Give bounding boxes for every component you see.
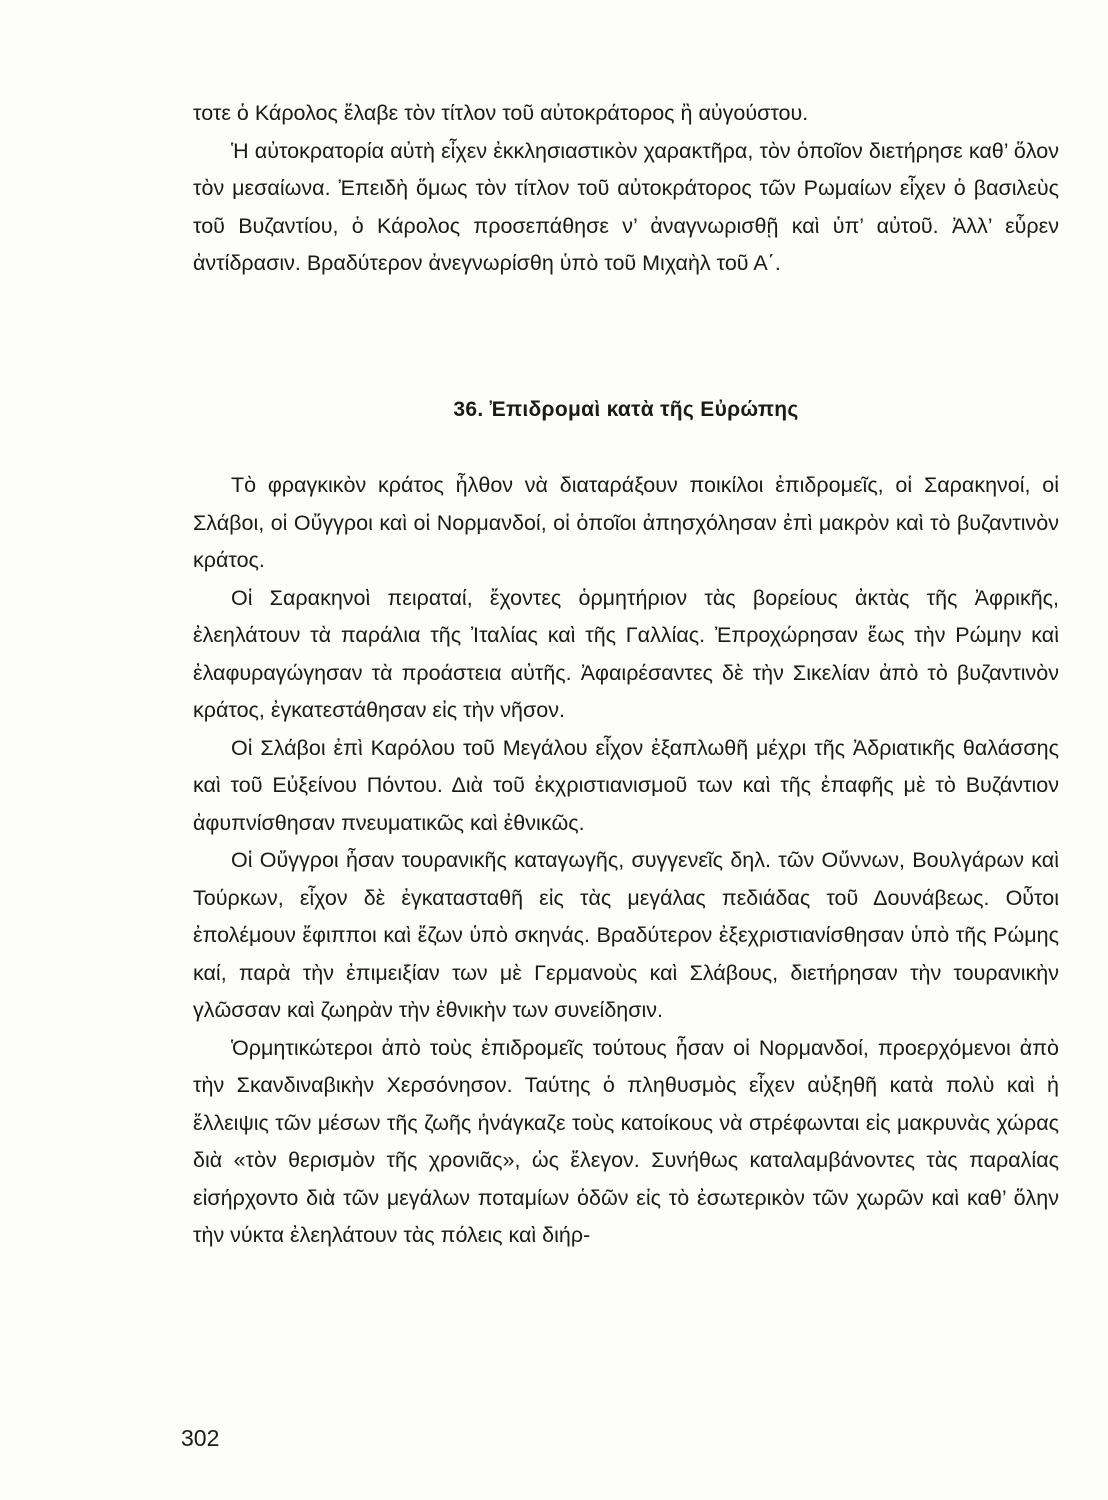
paragraph-empire-character: Ἡ αὐτοκρατορία αὐτὴ εἶχεν ἐκκλησιαστικὸν χαρακτῆρα, τὸν ὁποῖον διετήρησε καθ’ ὅλον τὸν μεσαίωνα. Ἐπειδὴ ὅμως τὸν τίτλον τοῦ αὐτοκράτορος τῶν Ρωμαίων εἶχεν ὁ βασιλεὺς τοῦ Βυζαντίου, ὁ Κάρολος προσεπάθησε ν’ ἀναγνωρισθῇ καὶ ὑπ’ αὐτοῦ. Ἀλλ’ εὗρεν ἀντίδρασιν. Βραδύτερον ἀνεγνωρίσθη ὑπὸ τοῦ Μιχαὴλ τοῦ Α΄.: [193, 138, 1059, 275]
page-number: 302: [181, 1425, 220, 1451]
paragraph-normans: Ὁρμητικώτεροι ἀπὸ τοὺς ἐπιδρομεῖς τούτους ἦσαν οἱ Νορμανδοί, προερχόμενοι ἀπὸ τὴν Σκανδιναβικὴν Χερσόνησον. Ταύτης ὁ πληθυσμὸς εἶχεν αὐξηθῆ κατὰ πολὺ καὶ ἡ ἔλλειψις τῶν μέσων τῆς ζωῆς ἠνάγκαζε τοὺς κατοίκους νὰ στρέφωνται εἰς μακρυνὰς χώρας διὰ «τὸν θερισμὸν τῆς χρονιᾶς», ὡς ἔλεγον. Συνήθως καταλαμβάνοντες τὰς παραλίας εἰσήρχοντο διὰ τῶν μεγάλων ποταμίων ὁδῶν εἰς τὸ ἐσωτερικὸν τῶν χωρῶν καὶ καθ’ ὅλην τὴν νύκτα ἐλεηλάτουν τὰς πόλεις καὶ διήρ-: [193, 1035, 1059, 1247]
paragraph-invaders: Τὸ φραγκικὸν κράτος ἦλθον νὰ διαταράξουν ποικίλοι ἐπιδρομεῖς, οἱ Σαρακηνοί, οἱ Σλάβοι, οἱ Οὔγγροι καὶ οἱ Νορμανδοί, οἱ ὁποῖοι ἀπησχόλησαν ἐπὶ μακρὸν καὶ τὸ βυζαντινὸν κράτος.: [193, 473, 1059, 572]
paragraph-hungarians: Οἱ Οὔγγροι ἦσαν τουρανικῆς καταγωγῆς, συγγενεῖς δηλ. τῶν Οὔννων, Βουλγάρων καὶ Τούρκων, εἶχον δὲ ἐγκατασταθῆ εἰς τὰς μεγάλας πεδιάδας τοῦ Δουνάβεως. Οὗτοι ἐπολέμουν ἔφιπποι καὶ ἔζων ὑπὸ σκηνάς. Βραδύτερον ἐξεχριστιανίσθησαν ὑπὸ τῆς Ρώμης καί, παρὰ τὴν ἐπιμειξίαν των μὲ Γερμανοὺς καὶ Σλάβους, διετήρησαν τὴν τουρανικὴν γλῶσσαν καὶ ζωηρὰν τὴν ἐθνικὴν των συνείδησιν.: [193, 848, 1059, 1022]
section-heading: 36. Ἐπιδρομαὶ κατὰ τῆς Εὐρώπης: [453, 398, 799, 421]
paragraph-continuation: τοτε ὁ Κάρολος ἔλαβε τὸν τίτλον τοῦ αὐτοκράτορος ἢ αὐγούστου.: [193, 101, 809, 125]
top-text-section: [193, 95, 1059, 283]
paragraph-saracens: Οἱ Σαρακηνοὶ πειραταί, ἔχοντες ὁρμητήριον τὰς βορείους ἀκτὰς τῆς Ἀφρικῆς, ἐλεηλάτουν τὰ παράλια τῆς Ἰταλίας καὶ τῆς Γαλλίας. Ἐπροχώρησαν ἕως τὴν Ρώμην καὶ ἐλαφυραγώγησαν τὰ προάστεια αὐτῆς. Ἀφαιρέσαντες δὲ τὴν Σικελίαν ἀπὸ τὸ βυζαντινὸν κράτος, ἐγκατεστάθησαν εἰς τὴν νῆσον.: [193, 585, 1059, 722]
paragraph-slavs: Οἱ Σλάβοι ἐπὶ Καρόλου τοῦ Μεγάλου εἶχον ἐξαπλωθῆ μέχρι τῆς Ἀδριατικῆς θαλάσσης καὶ τοῦ Εὐξείνου Πόντου. Διὰ τοῦ ἐκχριστιανισμοῦ των καὶ τῆς ἐπαφῆς μὲ τὸ Βυζάντιον ἀφυπνίσθησαν πνευματικῶς καὶ ἐθνικῶς.: [193, 735, 1059, 835]
main-text-section: [193, 467, 1059, 1255]
